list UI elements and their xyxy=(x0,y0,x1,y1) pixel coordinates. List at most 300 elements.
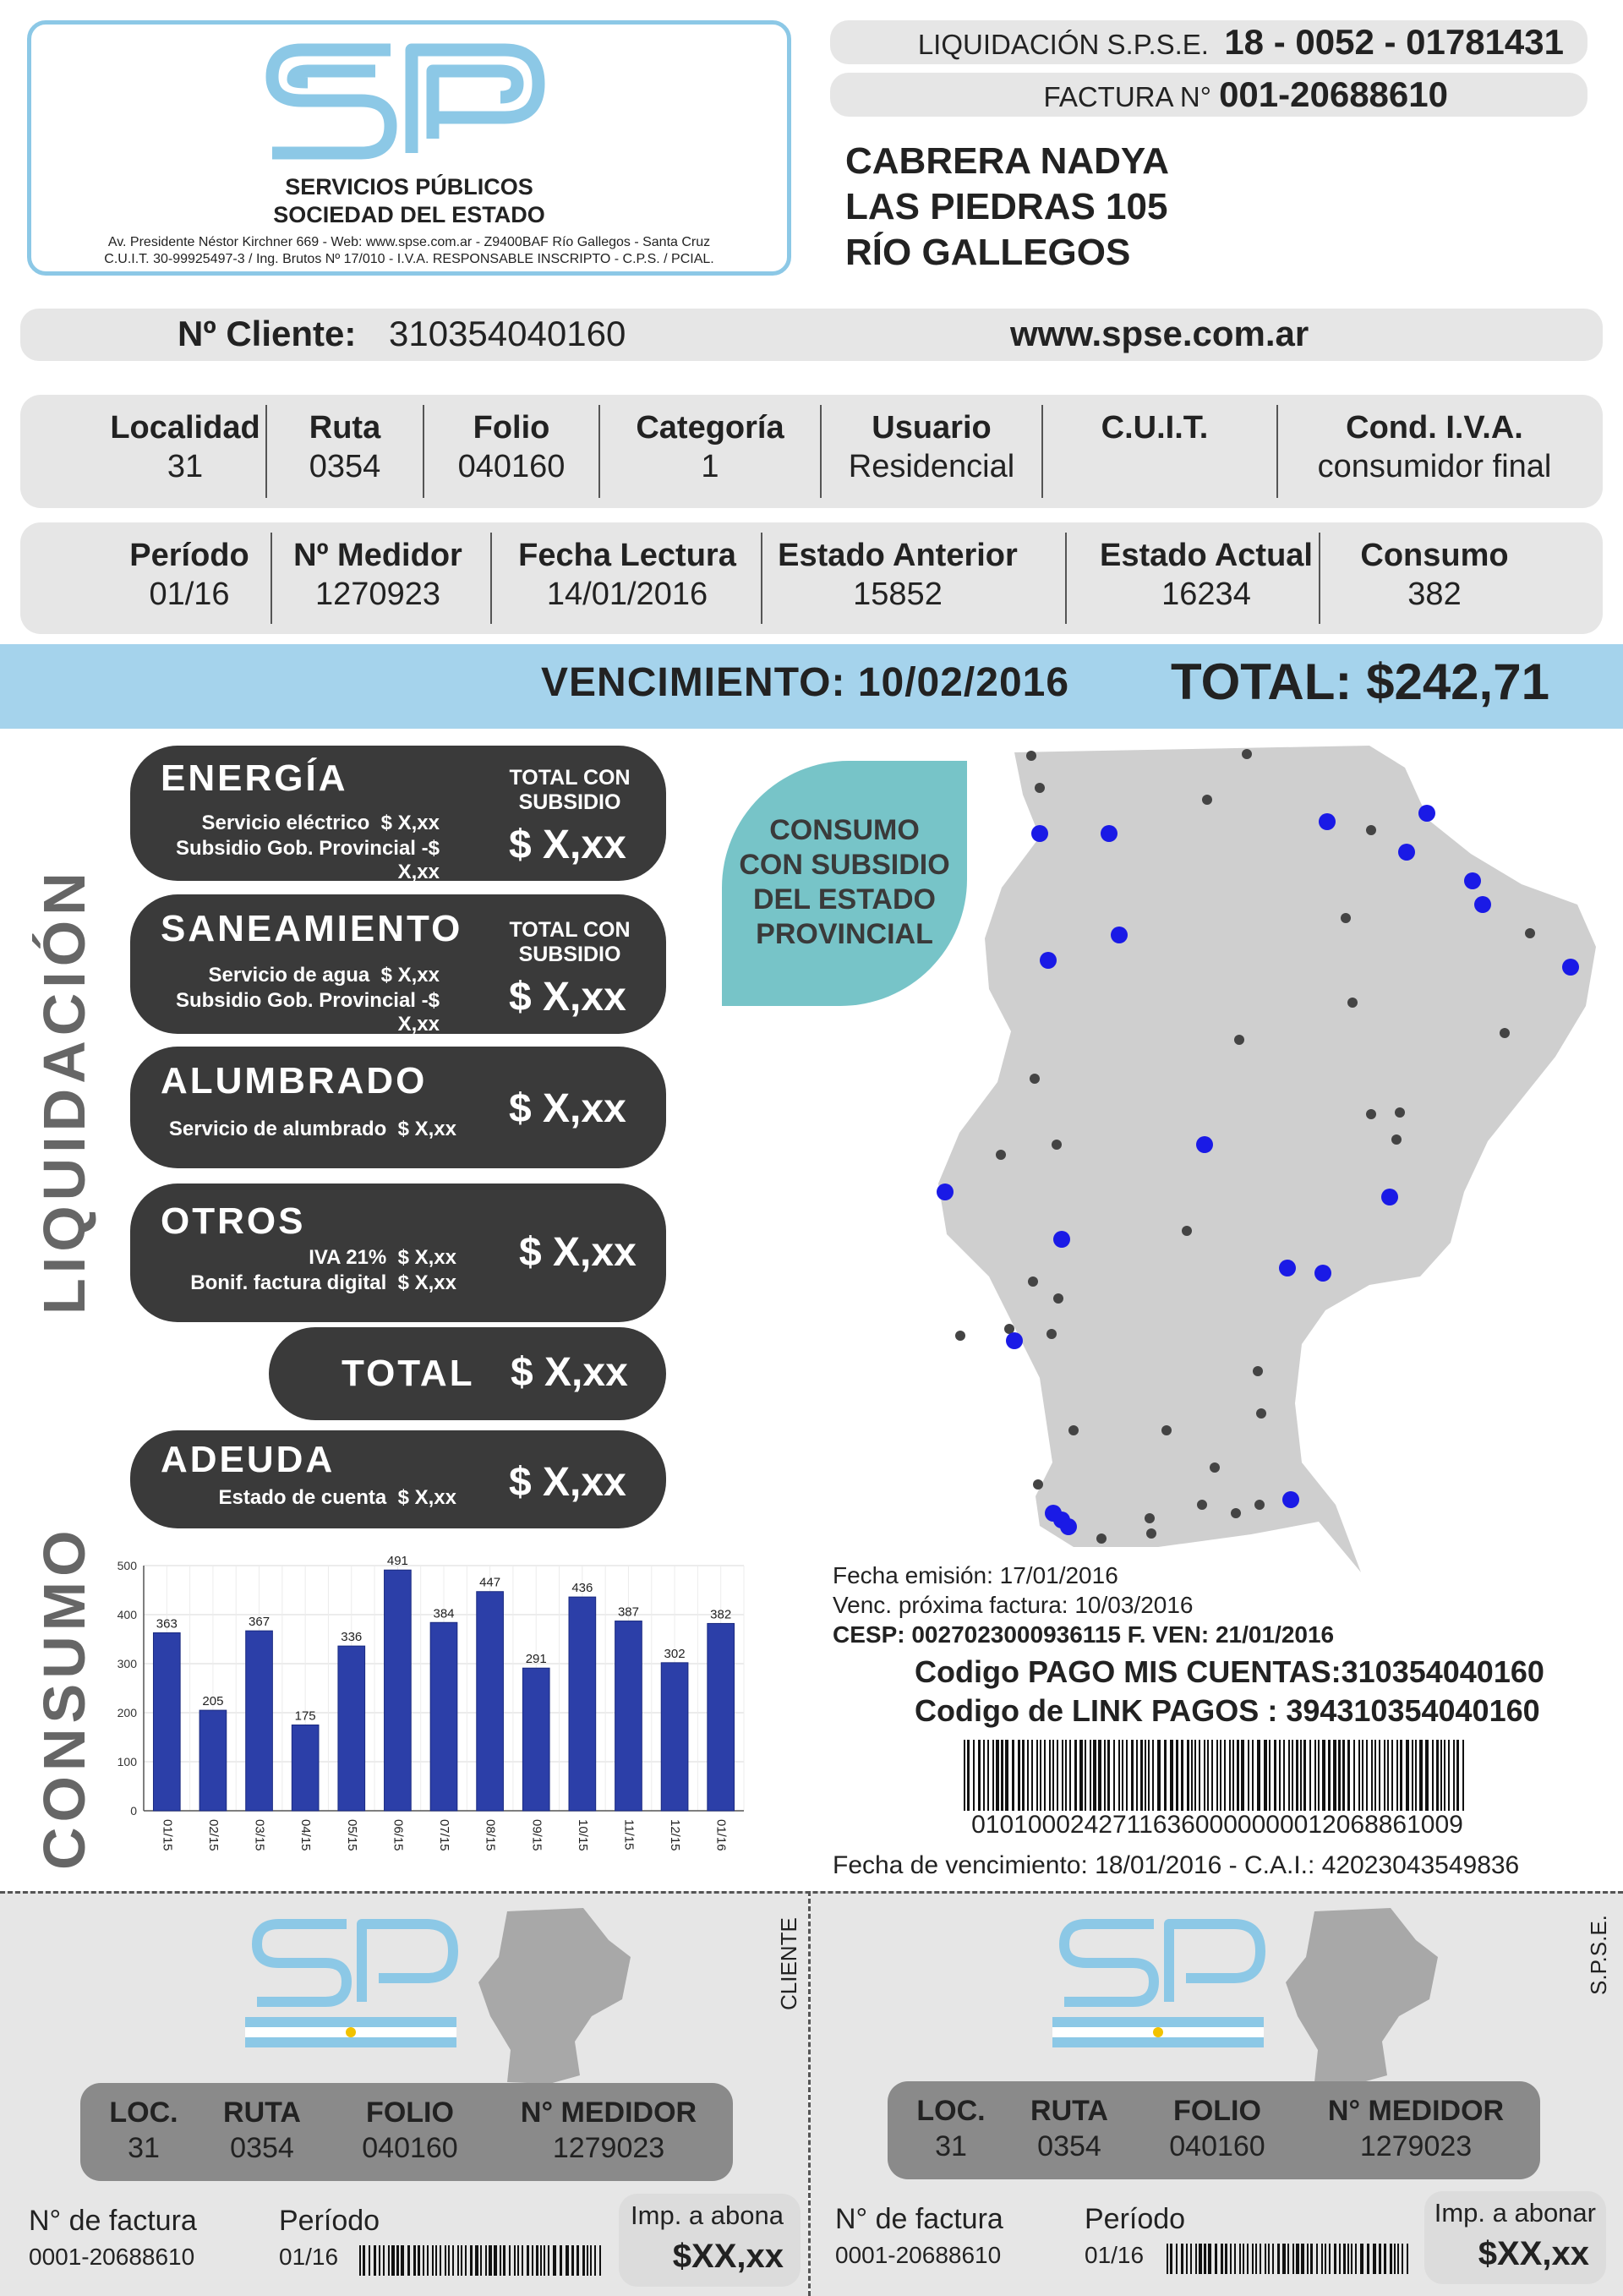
barcode-bar xyxy=(1347,2244,1349,2274)
barcode-bar xyxy=(553,2245,556,2276)
liq-label: LIQUIDACIÓN S.P.S.E. xyxy=(917,29,1209,60)
barcode-bar xyxy=(1145,1740,1146,1811)
barcode-bar xyxy=(391,2245,395,2276)
total-block xyxy=(269,1327,666,1420)
barcode-bar xyxy=(566,2245,569,2276)
barcode-bar xyxy=(536,2245,538,2276)
barcode-bar xyxy=(1272,2244,1274,2274)
energia-block xyxy=(130,746,666,881)
barcode-bar xyxy=(1243,2244,1244,2274)
barcode-bar xyxy=(1248,1740,1249,1811)
adeuda-amount: $ X,xx xyxy=(509,1460,626,1505)
fac-number: 001-20688610 xyxy=(1219,74,1448,114)
barcode-bar xyxy=(1181,2244,1183,2274)
field-ruta: Ruta 0354 xyxy=(309,410,381,484)
barcode-bar xyxy=(1167,2244,1168,2274)
barcode-bar xyxy=(532,2245,533,2276)
field-localidad: Localidad 31 xyxy=(110,410,260,484)
barcode-bar xyxy=(1170,2244,1172,2274)
stub-periodo-label-right: Período xyxy=(1085,2203,1186,2235)
alumbrado-block xyxy=(130,1047,666,1168)
barcode-bar xyxy=(577,2245,579,2276)
alumbrado-title: ALUMBRADO xyxy=(161,1060,428,1102)
barcode-bar xyxy=(1204,1740,1205,1811)
barcode-bar xyxy=(503,2245,505,2276)
barcode-bar xyxy=(1126,1740,1128,1811)
barcode-bar xyxy=(1277,2244,1280,2274)
stub-grid-right: LOC. 31 RUTA 0354 FOLIO 040160 N° MEDIDOR 1279023 xyxy=(888,2081,1540,2179)
cesp-info: CESP: 0027023000936115 F. VEN: 21/01/2016 xyxy=(833,1621,1335,1648)
barcode-bar xyxy=(1268,2244,1270,2274)
chart-bar xyxy=(569,1597,596,1811)
barcode-bar xyxy=(1215,2244,1217,2274)
company-logo-box xyxy=(27,20,791,276)
stub-logo-left xyxy=(245,1912,465,2047)
barcode-bar xyxy=(1415,1740,1417,1811)
field-cuit: C.U.I.T. xyxy=(1101,410,1209,446)
chart-xtick-label: 08/15 xyxy=(483,1819,498,1851)
barcode-bar xyxy=(1379,1740,1380,1811)
stub-imp-box-left xyxy=(619,2194,801,2287)
vencimiento: VENCIMIENTO: 10/02/2016 xyxy=(541,660,1070,705)
barcode-bar xyxy=(1012,1740,1014,1811)
barcode-number: 01010002427116360000000012068861009 xyxy=(971,1811,1463,1839)
saneamiento-line1: Servicio de agua $ X,xx xyxy=(208,964,440,987)
otros-line1: IVA 21% $ X,xx xyxy=(309,1246,456,1269)
barcode-bar xyxy=(1412,1740,1413,1811)
barcode-bar xyxy=(1093,1740,1096,1811)
barcode-bar xyxy=(1044,1740,1046,1811)
otros-amount: $ X,xx xyxy=(519,1230,637,1275)
stub-grid-left: LOC. 31 RUTA 0354 FOLIO 040160 N° MEDIDOR 1279023 xyxy=(80,2083,733,2181)
barcode-bar xyxy=(1453,1740,1455,1811)
chart-bar xyxy=(292,1725,319,1812)
customer-city: RÍO GALLEGOS xyxy=(845,232,1131,273)
barcode-bar xyxy=(1296,2244,1299,2274)
chart-data-label: 367 xyxy=(249,1615,270,1630)
barcode-bar xyxy=(1022,1740,1025,1811)
barcode-bar xyxy=(1104,1740,1106,1811)
stub-imp-label-left: Imp. a abona xyxy=(631,2200,784,2230)
alumbrado-line1: Servicio de alumbrado $ X,xx xyxy=(168,1118,456,1140)
barcode-bar xyxy=(379,2245,380,2276)
factura-number xyxy=(830,73,1587,117)
barcode xyxy=(964,1740,1471,1811)
barcode-bar xyxy=(1379,2244,1381,2274)
barcode-bar xyxy=(1199,2244,1202,2274)
chart-xtick-label: 11/15 xyxy=(621,1819,637,1850)
chart-ytick-label: 100 xyxy=(117,1755,137,1768)
chart-bar xyxy=(615,1621,642,1811)
barcode-bar xyxy=(1309,1740,1311,1811)
barcode-bar xyxy=(1310,2244,1313,2274)
barcode-bar xyxy=(996,1740,999,1811)
barcode-bar xyxy=(1186,2244,1188,2274)
barcode-bar xyxy=(1232,1740,1234,1811)
barcode-bar xyxy=(445,2245,446,2276)
stub-imp-box-right xyxy=(1424,2191,1606,2284)
barcode-bar xyxy=(1292,2244,1294,2274)
barcode-bar xyxy=(1440,1740,1442,1811)
cut-line-horizontal xyxy=(0,1891,1623,1894)
barcode-bar xyxy=(1164,1740,1167,1811)
barcode-bar xyxy=(1318,1740,1320,1811)
barcode-bar xyxy=(1292,1740,1293,1811)
barcode-bar xyxy=(992,1740,994,1811)
barcode-bar xyxy=(1241,1740,1244,1811)
field-consumo: Consumo 382 xyxy=(1360,538,1509,612)
barcode-bar xyxy=(1264,1740,1267,1811)
stub-nfac-value-left: 0001-20688610 xyxy=(29,2244,195,2270)
chart-ytick-label: 200 xyxy=(117,1706,137,1719)
barcode-bar xyxy=(1136,1740,1138,1811)
barcode-bar xyxy=(1307,2244,1309,2274)
barcode-bar xyxy=(1282,2244,1286,2274)
barcode-bar xyxy=(418,2245,420,2276)
barcode-bar xyxy=(1216,1740,1218,1811)
barcode-bar xyxy=(413,2245,416,2276)
energia-title: ENERGÍA xyxy=(161,757,348,799)
chart-xtick-label: 12/15 xyxy=(668,1819,683,1851)
chart-bar xyxy=(661,1663,688,1811)
stub-nfac-label-right: N° de factura xyxy=(835,2203,1003,2235)
barcode-bar xyxy=(461,2245,462,2276)
barcode-bar xyxy=(964,1740,965,1811)
barcode-bar xyxy=(548,2245,549,2276)
field-estado-anterior: Estado Anterior 15852 xyxy=(778,538,1018,612)
stub-imp-amount-left: $XX,xx xyxy=(672,2238,784,2275)
chart-data-label: 302 xyxy=(664,1646,686,1661)
stub-periodo-value-right: 01/16 xyxy=(1085,2242,1145,2268)
saneamiento-line2: Subsidio Gob. Provincial -$ X,xx xyxy=(175,989,440,1036)
barcode-bar xyxy=(1247,2244,1249,2274)
chart-xtick-label: 09/15 xyxy=(529,1819,544,1851)
chart-bar xyxy=(708,1623,735,1811)
barcode-bar xyxy=(1391,1740,1393,1811)
barcode-bar xyxy=(560,2245,562,2276)
barcode-bar xyxy=(1195,2244,1197,2274)
barcode-bar xyxy=(1425,1740,1429,1811)
liq-number: 18 - 0052 - 01781431 xyxy=(1224,22,1564,62)
barcode-bar xyxy=(1419,1740,1423,1811)
barcode-bar xyxy=(967,1740,970,1811)
chart-xtick-label: 03/15 xyxy=(252,1819,267,1851)
barcode-bar xyxy=(1062,1740,1063,1811)
barcode-bar xyxy=(1347,1740,1350,1811)
chart-bar xyxy=(477,1592,504,1811)
barcode-bar xyxy=(1362,1740,1363,1811)
chart-bar xyxy=(522,1668,549,1811)
account-grid xyxy=(20,395,1603,508)
barcode-bar xyxy=(1194,1740,1196,1811)
barcode-bar xyxy=(1049,1740,1051,1811)
barcode-bar xyxy=(1018,1740,1020,1811)
saneamiento-tcs: TOTAL CON SUBSIDIO xyxy=(509,918,631,966)
chart-xtick-label: 01/16 xyxy=(713,1819,729,1851)
barcode-bar xyxy=(1338,1740,1341,1811)
chart-xtick-label: 06/15 xyxy=(391,1819,406,1851)
field-usuario: Usuario Residencial xyxy=(848,410,1015,484)
barcode-bar xyxy=(1367,2244,1369,2274)
province-map xyxy=(879,735,1606,1572)
barcode-bar xyxy=(448,2245,450,2276)
saneamiento-title: SANEAMIENTO xyxy=(161,908,463,949)
barcode-bar xyxy=(1085,1740,1086,1811)
barcode-bar xyxy=(489,2245,492,2276)
barcode-bar xyxy=(1339,2244,1341,2274)
barcode-bar xyxy=(1229,1740,1231,1811)
barcode-bar xyxy=(369,2245,370,2276)
barcode-bar xyxy=(509,2245,511,2276)
chart-data-label: 175 xyxy=(294,1708,316,1724)
barcode-bar xyxy=(1040,1740,1041,1811)
barcode-bar xyxy=(987,1740,989,1811)
pago-mis-cuentas-code: Codigo PAGO MIS CUENTAS:310354040160 xyxy=(915,1654,1544,1689)
barcode-bar xyxy=(432,2245,434,2276)
barcode-bar xyxy=(1394,2244,1396,2274)
barcode-bar xyxy=(359,2245,361,2276)
barcode-bar xyxy=(1374,1740,1376,1811)
barcode-bar xyxy=(582,2245,585,2276)
barcode-bar xyxy=(1170,1740,1173,1811)
stub-map-left xyxy=(473,1906,634,2088)
barcode-bar xyxy=(1353,1740,1355,1811)
barcode-bar xyxy=(1355,2244,1357,2274)
barcode-bar xyxy=(1118,1740,1120,1811)
consumo-vertical-label: CONSUMO xyxy=(31,1525,97,1870)
reading-grid xyxy=(20,522,1603,634)
barcode-bar xyxy=(1113,1740,1115,1811)
barcode-bar xyxy=(1448,1740,1450,1811)
barcode-bar xyxy=(423,2245,424,2276)
barcode-bar xyxy=(1260,2244,1261,2274)
chart-data-label: 447 xyxy=(479,1575,501,1590)
link-pagos-code: Codigo de LINK PAGOS : 394310354040160 xyxy=(915,1693,1540,1728)
barcode-bar xyxy=(1211,1740,1213,1811)
barcode-bar xyxy=(475,2245,478,2276)
barcode-bar xyxy=(383,2245,385,2276)
chart-data-label: 291 xyxy=(525,1652,547,1667)
barcode-bar xyxy=(1300,1740,1302,1811)
field-fecha-lectura: Fecha Lectura 14/01/2016 xyxy=(518,538,736,612)
barcode-bar xyxy=(590,2245,592,2276)
barcode-bar xyxy=(527,2245,529,2276)
total-amount: TOTAL: $242,71 xyxy=(1171,653,1549,710)
barcode-bar xyxy=(1036,1740,1038,1811)
chart-data-label: 382 xyxy=(710,1607,732,1622)
barcode-bar xyxy=(1027,1740,1029,1811)
barcode-bar xyxy=(1220,1740,1221,1811)
barcode-bar xyxy=(388,2245,390,2276)
barcode-bar xyxy=(514,2245,516,2276)
barcode-bar xyxy=(1402,2244,1403,2274)
barcode-bar xyxy=(1301,2244,1304,2274)
customer-street: LAS PIEDRAS 105 xyxy=(845,186,1168,227)
stub-imp-label-right: Imp. a abonar xyxy=(1434,2198,1596,2228)
energia-tcs: TOTAL CON SUBSIDIO xyxy=(509,766,631,814)
barcode-bar xyxy=(1303,1740,1306,1811)
barcode-bar xyxy=(1274,1740,1276,1811)
barcode-bar xyxy=(1057,1740,1058,1811)
barcode-bar xyxy=(1406,1740,1409,1811)
chart-xtick-label: 05/15 xyxy=(344,1819,359,1851)
barcode-bar xyxy=(1255,2244,1257,2274)
barcode-bar xyxy=(1107,1740,1110,1811)
barcode-bar xyxy=(983,1740,985,1811)
barcode-bar xyxy=(1252,1740,1254,1811)
adeuda-title: ADEUDA xyxy=(161,1439,336,1480)
otros-title: OTROS xyxy=(161,1200,306,1242)
barcode-bar xyxy=(973,1740,975,1811)
fecha-vencimiento-cai: Fecha de vencimiento: 18/01/2016 - C.A.I.: 42023043549836 xyxy=(833,1851,1520,1879)
barcode-bar xyxy=(1191,1740,1193,1811)
barcode-bar xyxy=(1373,2244,1376,2274)
barcode-bar xyxy=(457,2245,459,2276)
map-shape xyxy=(938,746,1596,1572)
barcode-bar xyxy=(1230,2244,1232,2274)
barcode-bar xyxy=(500,2245,501,2276)
consumption-chart xyxy=(110,1547,752,1885)
saneamiento-amount: $ X,xx xyxy=(509,975,626,1020)
barcode-bar xyxy=(440,2245,441,2276)
barcode-bar xyxy=(1005,1740,1008,1811)
customer-name: CABRERA NADYA xyxy=(845,140,1170,182)
energia-amount: $ X,xx xyxy=(509,823,626,867)
chart-xtick-label: 07/15 xyxy=(437,1819,452,1851)
chart-bar xyxy=(153,1632,180,1811)
barcode-bar xyxy=(1069,1740,1071,1811)
barcode-bar xyxy=(1224,1740,1226,1811)
barcode-bar xyxy=(1407,2244,1408,2274)
field-medidor: Nº Medidor 1270923 xyxy=(293,538,462,612)
stub-barcode-left xyxy=(359,2245,604,2276)
barcode-bar xyxy=(1325,2244,1326,2274)
website-link[interactable]: www.spse.com.ar xyxy=(1010,314,1309,353)
barcode-bar xyxy=(1436,1740,1439,1811)
liquidacion-vertical-label: LIQUIDACIÓN xyxy=(31,867,97,1315)
chart-bar xyxy=(246,1631,273,1811)
barcode-bar xyxy=(1397,2244,1399,2274)
chart-xtick-label: 02/15 xyxy=(205,1819,221,1851)
barcode-bar xyxy=(1176,1740,1178,1811)
barcode-bar xyxy=(1400,1740,1402,1811)
barcode-bar xyxy=(1279,1740,1281,1811)
barcode-bar xyxy=(1371,1740,1373,1811)
barcode-bar xyxy=(1148,1740,1150,1811)
company-address: Av. Presidente Néstor Kirchner 669 - Web: www.spse.com.ar - Z9400BAF Río Gallegos - Santa Cruz xyxy=(107,235,711,249)
barcode-bar xyxy=(1252,2244,1254,2274)
stub-map-right xyxy=(1281,1906,1441,2088)
barcode-bar xyxy=(480,2245,482,2276)
barcode-bar xyxy=(1079,1740,1083,1811)
chart-bar xyxy=(199,1710,227,1811)
cut-line-vertical xyxy=(808,1891,811,2296)
chart-xtick-label: 01/15 xyxy=(160,1819,175,1851)
barcode-bar xyxy=(363,2245,365,2276)
barcode-bar xyxy=(435,2245,437,2276)
company-name-2: SOCIEDAD DEL ESTADO xyxy=(273,202,545,227)
stub-logo-right xyxy=(1052,1912,1272,2047)
client-number: 310354040160 xyxy=(389,314,626,353)
barcode-bar xyxy=(1190,2244,1192,2274)
adeuda-line1: Estado de cuenta $ X,xx xyxy=(218,1486,456,1509)
barcode-bar xyxy=(1031,1740,1033,1811)
barcode-bar xyxy=(1001,1740,1003,1811)
stub-imp-amount-right: $XX,xx xyxy=(1478,2235,1589,2272)
chart-ytick-label: 400 xyxy=(117,1608,137,1621)
total-block-amount: $ X,xx xyxy=(511,1350,628,1395)
chart-bar xyxy=(338,1646,365,1811)
barcode-bar xyxy=(401,2245,404,2276)
chart-data-label: 336 xyxy=(341,1630,363,1645)
barcode-bar xyxy=(1351,2244,1352,2274)
barcode-bar xyxy=(494,2245,497,2276)
barcode-bar xyxy=(1225,2244,1227,2274)
field-folio: Folio 040160 xyxy=(457,410,566,484)
chart-data-label: 436 xyxy=(571,1581,593,1596)
barcode-bar xyxy=(599,2245,601,2276)
chart-data-label: 384 xyxy=(433,1606,455,1621)
barcode-bar xyxy=(1387,1740,1389,1811)
barcode-bar xyxy=(1090,1740,1091,1811)
barcode-bar xyxy=(1283,1740,1285,1811)
otros-block xyxy=(130,1184,666,1322)
barcode-bar xyxy=(1366,1740,1368,1811)
barcode-bar xyxy=(1131,1740,1134,1811)
barcode-bar xyxy=(1432,1740,1434,1811)
barcode-bar xyxy=(470,2245,473,2276)
chart-data-label: 387 xyxy=(617,1604,639,1620)
barcode-bar xyxy=(465,2245,467,2276)
chart-ytick-label: 300 xyxy=(117,1657,137,1670)
barcode-bar xyxy=(1396,1740,1398,1811)
barcode-bar xyxy=(1333,1740,1336,1811)
barcode-bar xyxy=(427,2245,429,2276)
barcode-bar xyxy=(1122,1740,1123,1811)
subsidy-badge-text: CONSUMO CON SUBSIDIO DEL ESTADO PROVINCIAL xyxy=(739,814,950,950)
liquidacion-number xyxy=(830,20,1587,64)
barcode-bar xyxy=(1221,2244,1223,2274)
chart-data-label: 491 xyxy=(386,1554,408,1569)
barcode-bar xyxy=(1140,1740,1143,1811)
field-estado-actual: Estado Actual 16234 xyxy=(1100,538,1313,612)
barcode-bar xyxy=(407,2245,410,2276)
barcode-bar xyxy=(1234,2244,1236,2274)
barcode-bar xyxy=(1257,1740,1260,1811)
barcode-bar xyxy=(1384,1740,1385,1811)
barcode-bar xyxy=(594,2245,596,2276)
barcode-bar xyxy=(452,2245,454,2276)
total-title: TOTAL xyxy=(342,1353,475,1394)
barcode-bar xyxy=(1334,2244,1336,2274)
barcode-bar xyxy=(1208,2244,1211,2274)
field-cond-iva: Cond. I.V.A. consumidor final xyxy=(1317,410,1552,484)
barcode-bar xyxy=(1287,2244,1289,2274)
barcode-bar xyxy=(1456,1740,1459,1811)
chart-data-label: 205 xyxy=(202,1694,224,1709)
barcode-bar xyxy=(1360,2244,1363,2274)
barcode-bar xyxy=(1390,2244,1392,2274)
stub-nfac-value-right: 0001-20688610 xyxy=(835,2242,1002,2268)
barcode-bar xyxy=(1074,1740,1077,1811)
energia-line2: Subsidio Gob. Provincial -$ X,xx xyxy=(175,837,440,883)
barcode-bar xyxy=(587,2245,588,2276)
saneamiento-block xyxy=(130,894,666,1034)
barcode-bar xyxy=(1384,2244,1386,2274)
barcode-bar xyxy=(374,2245,376,2276)
company-tax-info: C.U.I.T. 30-99925497-3 / Ing. Brutos Nº 17/010 - I.V.A. RESPONSABLE INSCRIPTO - C.P.S. / PCIAL. xyxy=(104,252,714,266)
barcode-bar xyxy=(522,2245,523,2276)
